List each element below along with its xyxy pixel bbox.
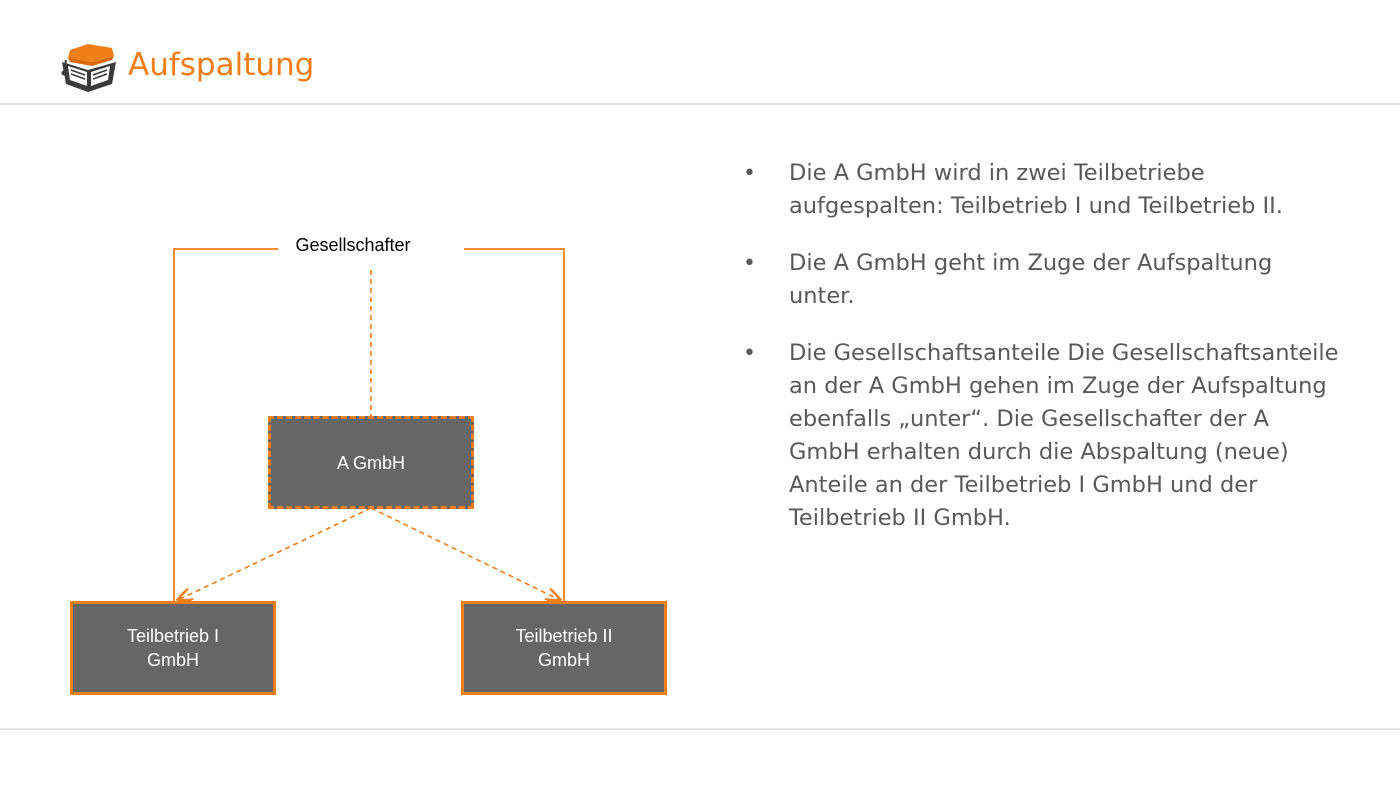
shareholder-line-right — [464, 249, 564, 602]
shareholder-line-left — [174, 249, 278, 602]
target-left-line1: Teilbetrieb I — [126, 626, 220, 646]
bullet-text: Die A GmbH geht im Zuge der Aufspaltung unter. — [789, 250, 1273, 309]
target-left-line2: GmbH — [146, 650, 199, 670]
source-company-label: A GmbH — [336, 452, 406, 473]
bullet-dot-icon: • — [743, 251, 756, 276]
target-company-box-right — [461, 601, 667, 695]
target-right-line2: GmbH — [537, 650, 590, 670]
target-right-line1: Teilbetrieb II — [515, 626, 613, 646]
bullet-list — [740, 157, 1340, 559]
bullet-text: Die Gesellschaftsanteile Die Gesellschaftsanteile an der A GmbH gehen im Zuge der Aufspaltung ebenfalls „unter“. Die Gesellschafter der A GmbH erhalten durch die Abspaltung (neue) Anteile an der Teilbetrieb I GmbH und der Teilbetrieb II GmbH. — [789, 340, 1339, 531]
bullet-dot-icon: • — [743, 341, 756, 366]
split-arrow-right — [371, 508, 560, 600]
bullet-item — [740, 337, 1340, 535]
bullet-dot-icon: • — [743, 161, 756, 186]
bullet-text: Die A GmbH wird in zwei Teilbetriebe aufgespalten: Teilbetrieb I und Teilbetrieb II. — [789, 160, 1283, 219]
split-arrow-left — [178, 508, 371, 600]
bullet-item — [740, 247, 1340, 313]
footer-divider — [0, 728, 1400, 730]
source-company-box — [268, 416, 474, 509]
target-company-box-left — [70, 601, 276, 695]
bullet-item — [740, 157, 1340, 223]
shareholder-label: Gesellschafter — [278, 233, 428, 257]
page-title: Aufspaltung — [128, 47, 315, 83]
